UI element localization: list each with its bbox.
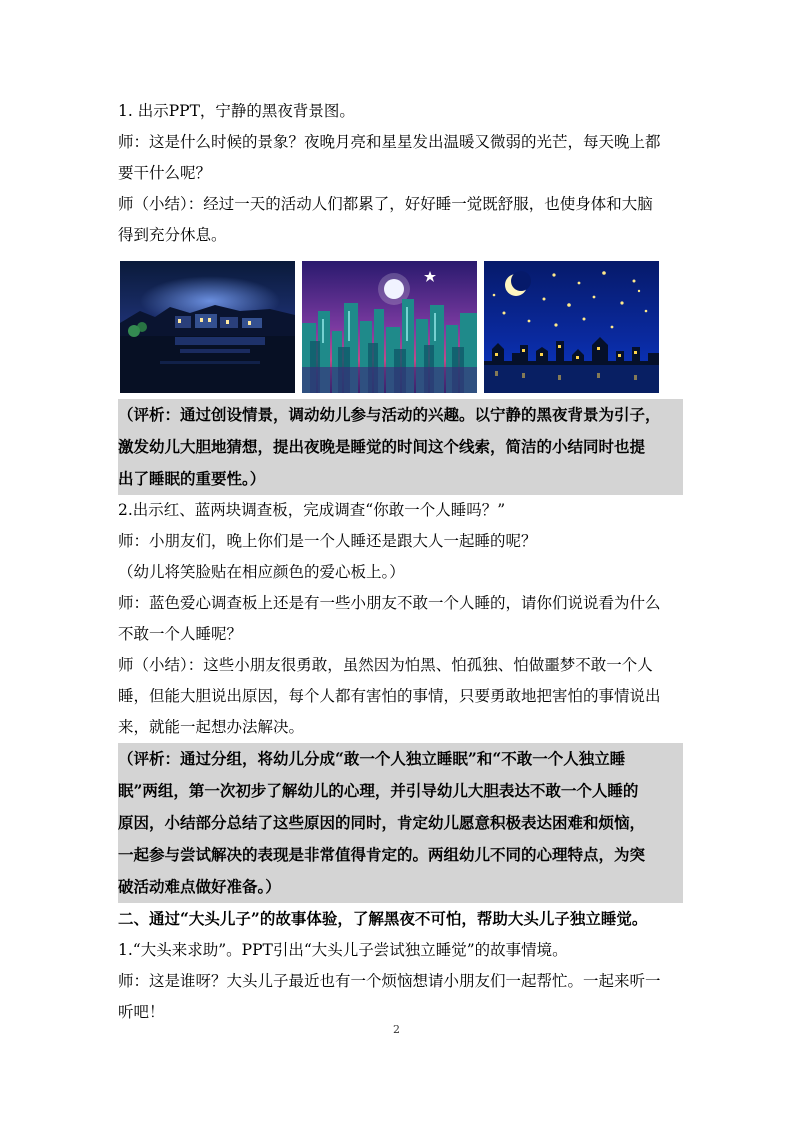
comment-line: 破活动难点做好准备。） bbox=[118, 877, 281, 896]
child-activity-note: （幼儿将笑脸贴在相应颜色的爱心板上。） bbox=[118, 563, 405, 581]
text-line: 不敢一个人睡呢？ bbox=[118, 625, 243, 643]
comment-line: 眠”两组，第一次初步了解幼儿的心理，并引导幼儿大胆表达不敢一个人睡的 bbox=[118, 781, 639, 800]
text-line: 要干什么呢？ bbox=[118, 164, 212, 182]
text-line: 师：这是谁呀？大头儿子最近也有一个烦恼想请小朋友们一起帮忙。一起来听一 bbox=[118, 972, 661, 990]
document-body bbox=[118, 96, 683, 1028]
comment-line: 一起参与尝试解决的表现是非常值得肯定的。两组幼儿不同的心理特点，为突 bbox=[118, 845, 646, 864]
comment-line: 激发幼儿大胆地猜想，提出夜晚是睡觉的时间这个线索，简洁的小结同时也提 bbox=[118, 437, 646, 456]
text-line: 师：蓝色爱心调查板上还是有一些小朋友不敢一个人睡的，请你们说说看为什么 bbox=[118, 594, 661, 612]
teacher-summary-1 bbox=[118, 189, 683, 251]
text-line: 睡，但能大胆说出原因，每个人都有害怕的事情，只要勇敢地把害怕的事情说出 bbox=[118, 687, 661, 705]
item2-title: 2.出示红、蓝两块调查板，完成调查“你敢一个人睡吗？” bbox=[118, 501, 506, 519]
text-line: 师（小结）：经过一天的活动人们都累了，好好睡一觉既舒服，也使身体和大脑 bbox=[118, 195, 653, 213]
teacher-story-intro bbox=[118, 966, 683, 1028]
comment-line: 原因，小结部分总结了这些原因的同时，肯定幼儿愿意积极表达困难和烦恼， bbox=[118, 813, 646, 832]
text-line: 得到充分休息。 bbox=[118, 226, 227, 244]
starry-night-moon-image bbox=[484, 261, 659, 393]
text-line: 听吧！ bbox=[118, 1003, 165, 1021]
text-line: 来，就能一起想办法解决。 bbox=[118, 718, 305, 736]
night-town-lake-image bbox=[120, 261, 295, 393]
text-line: 师：这是什么时候的景象？夜晚月亮和星星发出温暖又微弱的光芒，每天晚上都 bbox=[118, 133, 661, 151]
text-line: 师（小结）：这些小朋友很勇敢，虽然因为怕黑、怕孤独、怕做噩梦不敢一个人 bbox=[118, 656, 653, 674]
comment-block-2 bbox=[118, 743, 683, 903]
item1-title: 1. 出示PPT，宁静的黑夜背景图。 bbox=[118, 102, 355, 120]
teacher-question-1 bbox=[118, 127, 683, 189]
teacher-question-3 bbox=[118, 588, 683, 650]
page-number: 2 bbox=[393, 1023, 400, 1036]
item1-story-title: 1.“大头来求助”。PPT引出“大头儿子尝试独立睡觉”的故事情境。 bbox=[118, 941, 568, 959]
night-city-skyline-image bbox=[302, 261, 477, 393]
image-row bbox=[120, 261, 683, 393]
comment-line: 出了睡眠的重要性。） bbox=[118, 469, 266, 488]
comment-line: （评析：通过创设情景，调动幼儿参与活动的兴趣。以宁静的黑夜背景为引子， bbox=[118, 405, 661, 424]
teacher-summary-2 bbox=[118, 650, 683, 743]
comment-block-1 bbox=[118, 399, 683, 495]
comment-line: （评析：通过分组，将幼儿分成“敢一个人独立睡眠”和“不敢一个人独立睡 bbox=[118, 749, 626, 768]
section-heading-2: 二、通过“大头儿子”的故事体验，了解黑夜不可怕，帮助大头儿子独立睡觉。 bbox=[118, 909, 648, 928]
teacher-question-2: 师：小朋友们，晚上你们是一个人睡还是跟大人一起睡的呢？ bbox=[118, 532, 537, 550]
